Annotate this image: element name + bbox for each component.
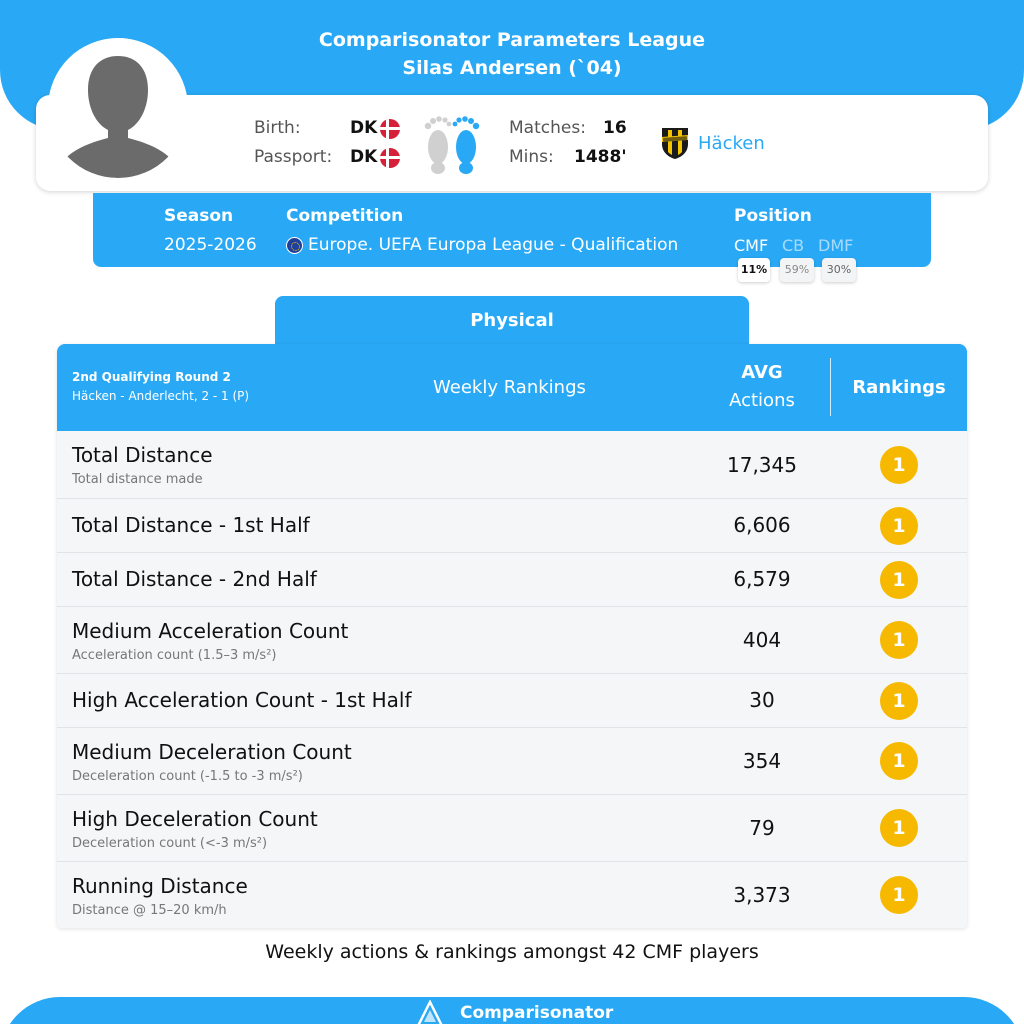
club-name[interactable]: Häcken [698,133,765,154]
avatar-silhouette-icon [48,38,188,178]
feet-icon [420,112,484,174]
weekly-rankings-heading: Weekly Rankings [433,377,586,398]
table-row[interactable] [57,862,967,928]
table-header [57,344,967,431]
rankings-table [57,344,967,928]
match-label: Häcken - Anderlecht, 2 - 1 (P) [72,389,250,403]
position-cb[interactable]: CB [782,236,805,255]
actions-heading: Actions [729,390,795,411]
metric-name: Total Distance - 2nd Half [72,567,317,591]
position-pct-cmf: 11% [738,258,770,282]
rank-badge: 1 [880,507,918,545]
birth-value: DK [350,118,378,138]
passport-label: Passport: [254,147,333,167]
denmark-flag-icon [380,119,400,139]
metric-value: 30 [749,688,775,712]
season-value: 2025-2026 [164,235,257,255]
metric-value: 3,373 [733,883,791,907]
player-title: Silas Andersen (`04) [402,57,622,79]
metric-desc: Deceleration count (<-3 m/s²) [72,836,268,851]
metric-desc: Deceleration count (-1.5 to -3 m/s²) [72,769,303,784]
metric-desc: Total distance made [72,472,203,487]
table-row[interactable] [57,553,967,607]
metric-desc: Acceleration count (1.5–3 m/s²) [72,648,277,663]
position-pct-cb: 59% [780,258,814,282]
rank-badge: 1 [880,742,918,780]
metric-value: 17,345 [727,453,797,477]
position-dmf[interactable]: DMF [818,236,854,255]
metric-name: High Deceleration Count [72,807,318,831]
season-bar [93,193,931,267]
europe-globe-icon [286,237,303,254]
footer-brand: Comparisonator [460,1003,614,1023]
competition-value: Europe. UEFA Europa League - Qualification [308,235,679,255]
table-row[interactable] [57,795,967,862]
metric-desc: Distance @ 15–20 km/h [72,903,227,918]
metric-name: High Acceleration Count - 1st Half [72,688,412,712]
rank-badge: 1 [880,446,918,484]
metric-value: 6,606 [733,513,791,537]
matches-value: 16 [603,118,627,138]
mins-value: 1488' [574,147,627,167]
league-title: Comparisonator Parameters League [318,29,706,51]
position-label: Position [734,206,812,226]
table-row[interactable] [57,607,967,674]
metric-value: 6,579 [733,567,791,591]
footnote: Weekly actions & rankings amongst 42 CMF players [265,941,759,963]
position-cmf[interactable]: CMF [734,236,769,255]
avg-heading: AVG [741,362,783,383]
table-row[interactable] [57,728,967,795]
club-crest-icon [660,124,690,160]
table-row[interactable] [57,431,967,499]
mins-label: Mins: [509,147,554,167]
matches-label: Matches: [509,118,586,138]
denmark-flag-icon [380,148,400,168]
birth-label: Birth: [254,118,301,138]
position-pct-dmf: 30% [822,258,856,282]
rankings-heading: Rankings [852,377,946,398]
metric-name: Running Distance [72,874,248,898]
rank-badge: 1 [880,876,918,914]
table-row[interactable] [57,499,967,553]
metric-value: 354 [742,749,782,773]
round-label: 2nd Qualifying Round 2 [72,370,231,384]
metric-name: Total Distance - 1st Half [72,513,310,537]
table-row[interactable] [57,674,967,728]
player-avatar [48,38,188,178]
tab-physical[interactable]: Physical [275,296,749,344]
competition-label: Competition [286,206,404,226]
metric-value: 79 [749,816,775,840]
rank-badge: 1 [880,682,918,720]
rank-badge: 1 [880,561,918,599]
passport-value: DK [350,147,378,167]
rank-badge: 1 [880,621,918,659]
header-divider [830,358,831,416]
metric-name: Medium Acceleration Count [72,619,349,643]
metric-name: Total Distance [72,443,213,467]
comparisonator-logo-icon [412,1000,448,1024]
metric-value: 404 [742,628,782,652]
season-label: Season [164,206,234,226]
metric-name: Medium Deceleration Count [72,740,352,764]
rank-badge: 1 [880,809,918,847]
